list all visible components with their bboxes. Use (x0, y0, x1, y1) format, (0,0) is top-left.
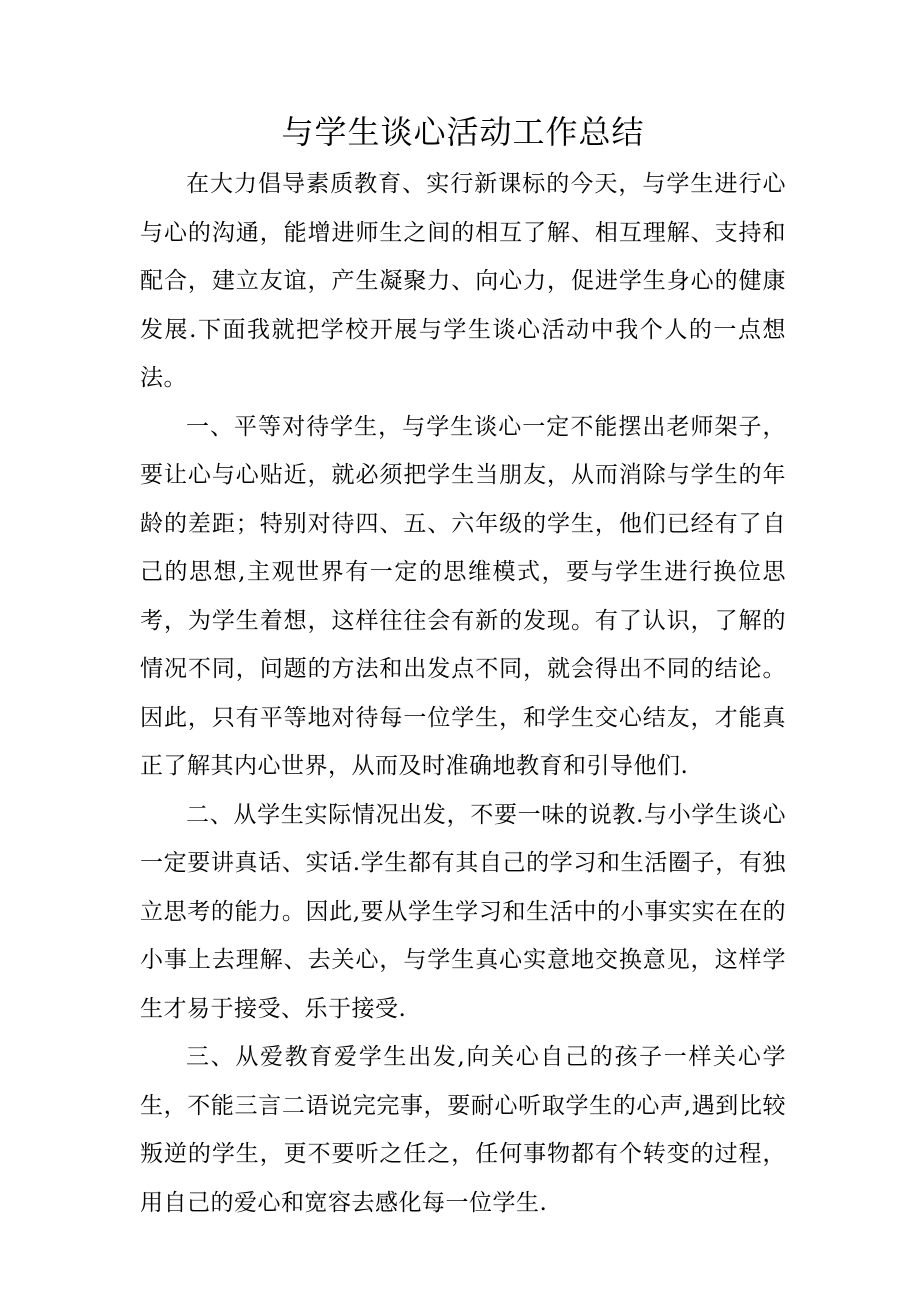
paragraph-point-one: 一、平等对待学生，与学生谈心一定不能摆出老师架子，要让心与心贴近，就必须把学生当朋友，从而消除与学生的年龄的差距；特别对待四、五、六年级的学生，他们已经有了自己的思想,主观世界有一定的思维模式，要与学生进行换位思考，为学生着想，这样往往会有新的发现。有了认识，了解的情况不同，问题的方法和出发点不同，就会得出不同的结论。因此，只有平等地对待每一位学生，和学生交心结友，才能真正了解其内心世界，从而及时准确地教育和引导他们. (140, 413, 786, 779)
paragraph-intro: 在大力倡导素质教育、实行新课标的今天，与学生进行心与心的沟通，能增进师生之间的相互了解、相互理解、支持和配合，建立友谊，产生凝聚力、向心力，促进学生身心的健康发展.下面我就把学校开展与学生谈心活动中我个人的一点想法。 (140, 171, 786, 391)
paragraph-point-three: 三、从爱教育爱学生出发,向关心自己的孩子一样关心学生，不能三言二语说完完事，要耐心听取学生的心声,遇到比较叛逆的学生，更不要听之任之，任何事物都有个转变的过程，用自己的爱心和宽容去感化每一位学生. (140, 1044, 786, 1216)
document-page (140, 112, 786, 1227)
paragraph-point-two: 二、从学生实际情况出发，不要一味的说教.与小学生谈心一定要讲真话、实话.学生都有其自己的学习和生活圈子，有独立思考的能力。因此,要从学生学习和生活中的小事实实在在的小事上去理解、去关心，与学生真心实意地交换意见，这样学生才易于接受、乐于接受. (140, 801, 786, 1022)
document-title: 与学生谈心活动工作总结 (281, 113, 645, 151)
